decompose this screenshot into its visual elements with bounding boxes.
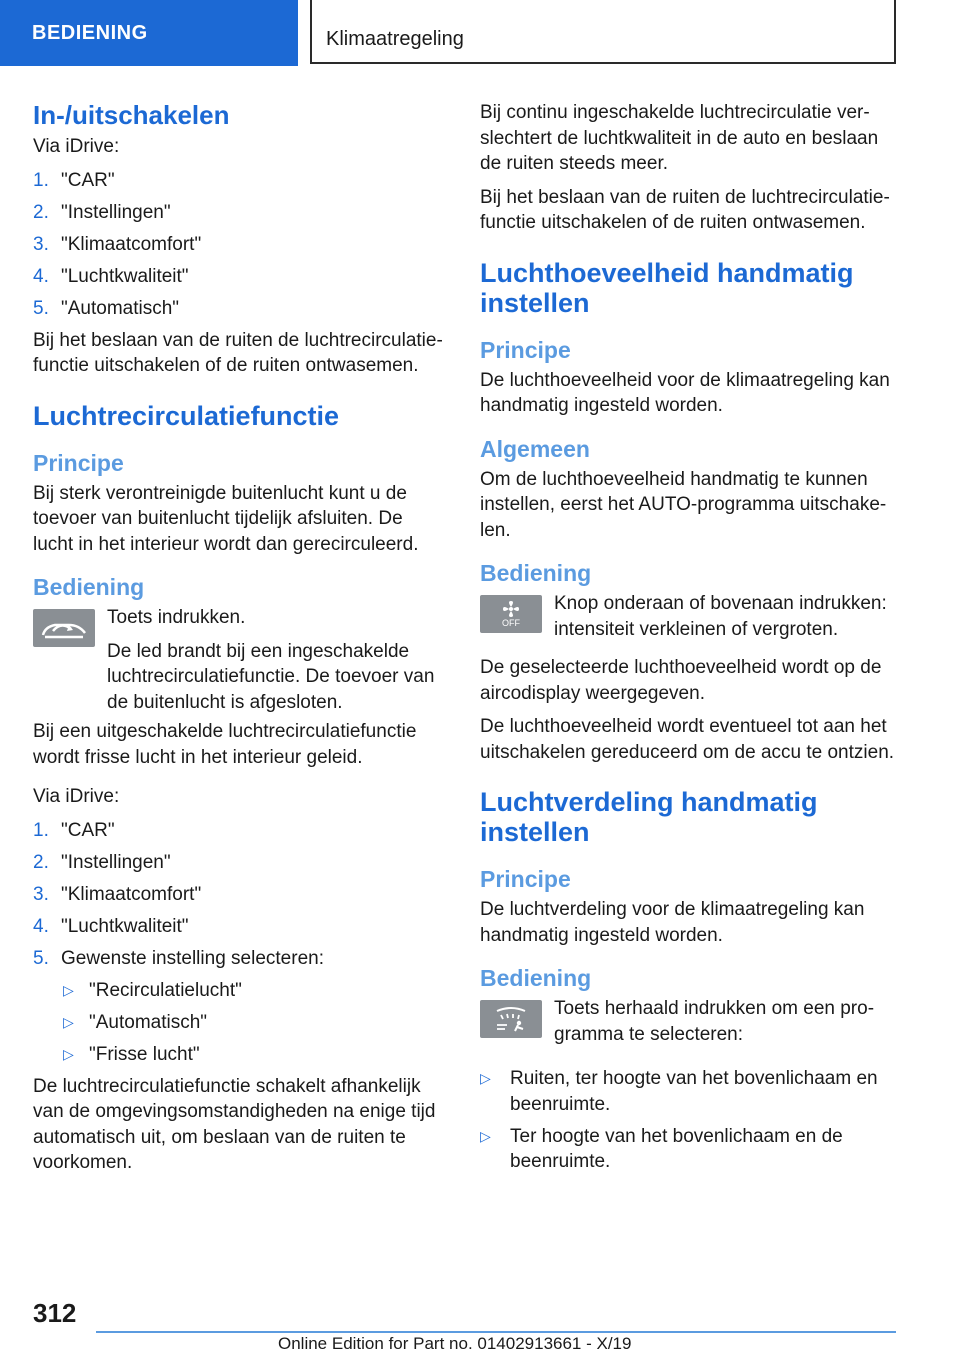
fan-off-label: OFF <box>502 618 520 628</box>
heading-luchthoeveelheid: Luchthoeveelheid handmatig instellen <box>480 257 854 318</box>
list-item: 3. "Klimaatcomfort" <box>33 233 202 255</box>
fan-button-row <box>480 591 900 647</box>
list-item: ▷ "Recirculatielucht" <box>33 978 443 1004</box>
paragraph-continu: Bij continu ingeschakelde luchtrecirculatie verslechtert de luchtkwaliteit in de auto en beslaan de ruiten steeds meer. <box>480 102 879 174</box>
via-idrive-label-2: Via iDrive: <box>33 786 120 807</box>
list-item: 2. "Instellingen" <box>33 201 171 223</box>
heading-algemeen: Algemeen <box>480 435 590 462</box>
list-item: 4. "Luchtkwaliteit" <box>33 265 189 287</box>
paragraph-beslaan-2: Bij het beslaan van de ruiten de luchtrecirculatiefunctie uitschakelen of de ruiten ontwasemen. <box>480 186 890 233</box>
list-item: ▷ "Automatisch" <box>33 1010 443 1036</box>
paragraph-uitgeschakeld: Bij een uitgeschakelde luchtrecirculatiefunctie wordt frisse lucht in het interieur geleid. <box>33 721 417 768</box>
paragraph-algemeen: Om de luchthoeveelheid handmatig te kunnen instellen, eerst het AUTO-programma uitschakelen. <box>480 468 887 541</box>
triangle-bullet-icon: ▷ <box>63 1045 74 1062</box>
list-item: 3. "Klimaatcomfort" <box>33 883 202 905</box>
heading-bediening: Bediening <box>33 574 145 600</box>
list-item: ▷ Ruiten, ter hoogte van het bovenlichaam en beenruimte. <box>480 1068 878 1115</box>
via-idrive-label: Via iDrive: <box>33 136 120 157</box>
paragraph-principe: Bij sterk verontreinigde buitenlucht kunt u de toevoer van buitenlucht tijdelijk afsluiten. De lucht in het interieur wordt dan gerecirculeerd. <box>33 482 419 555</box>
heading-bediening-2: Bediening <box>480 965 592 991</box>
heading-luchtverdeling: Luchtverdeling handmatig instellen <box>480 787 818 847</box>
section-tab: BEDIENING <box>0 0 298 66</box>
chapter-title: Klimaatregeling <box>310 0 896 64</box>
list-item: 1. "CAR" <box>33 819 115 841</box>
heading-principe-2: Principe <box>480 866 571 892</box>
list-item: 1. "CAR" <box>33 169 115 191</box>
left-column <box>33 100 443 1184</box>
paragraph-principe: De luchthoeveelheid voor de klimaatregeling kan handmatig ingesteld worden. <box>480 369 890 416</box>
list-item: 5. "Automatisch" <box>33 297 180 319</box>
paragraph-principe-2: De luchtverdeling voor de klimaatregeling kan handmatig ingesteld worden. <box>480 899 865 946</box>
paragraph-beslaan: Bij het beslaan van de ruiten de luchtrecirculatiefunctie uitschakelen of de ruiten ontwasemen. <box>33 329 443 376</box>
edition-text: Online Edition for Part no. 01402913661 - X/19 <box>278 1334 632 1353</box>
triangle-bullet-icon: ▷ <box>63 1013 74 1030</box>
page-number: 312 <box>33 1298 77 1328</box>
icon-text-knop: Knop onderaan of bovenaan indrukken: intensiteit verkleinen of vergroten. <box>554 593 887 640</box>
recirculation-button-icon <box>33 609 95 647</box>
list-item: 5. Gewenste instelling selecteren: <box>33 947 324 969</box>
list-item: ▷ "Frisse lucht" <box>33 1042 443 1068</box>
idrive-steps-2 <box>33 818 443 972</box>
icon-text-toets: Toets indrukken. <box>107 607 246 628</box>
heading-luchtrecirculatiefunctie: Luchtrecirculatiefunctie <box>33 400 340 431</box>
recirculation-button-row <box>33 605 443 715</box>
air-distribution-button-row <box>480 996 900 1052</box>
air-distribution-button-icon <box>480 1000 542 1038</box>
setting-options <box>33 978 443 1068</box>
fan-button-icon <box>480 595 542 633</box>
triangle-bullet-icon: ▷ <box>63 981 74 998</box>
paragraph-geselecteerde: De geselecteerde luchthoeveelheid wordt op de aircodisplay weergegeven. <box>480 657 882 704</box>
heading-principe: Principe <box>480 336 571 363</box>
program-options <box>480 1066 900 1175</box>
triangle-bullet-icon: ▷ <box>480 1127 491 1144</box>
triangle-bullet-icon: ▷ <box>480 1070 491 1086</box>
heading-bediening: Bediening <box>480 560 592 586</box>
footer-divider <box>96 1331 896 1333</box>
page-header <box>0 0 960 66</box>
paragraph-eventueel: De luchthoeveelheid wordt eventueel tot aan het uitschakelen gereduceerd om de accu te ontzien. <box>480 716 895 763</box>
heading-in-uitschakelen: In-/uitschakelen <box>33 100 230 130</box>
list-item: 2. "Instellingen" <box>33 851 171 873</box>
idrive-steps-1 <box>33 168 443 322</box>
right-column <box>480 100 900 1181</box>
icon-text-led: De led brandt bij een ingeschakelde luchtrecirculatiefunctie. De toevoer van de buitenlucht is afgesloten. <box>107 640 435 713</box>
list-item: ▷ Ter hoogte van het bovenlichaam en de beenruimte. <box>480 1125 843 1172</box>
heading-principe: Principe <box>33 449 124 476</box>
icon-text-herhaald: Toets herhaald indrukken om een programma te selecteren: <box>554 998 875 1045</box>
list-item: 4. "Luchtkwaliteit" <box>33 915 189 937</box>
paragraph-afhankelijk: De luchtrecirculatiefunctie schakelt afhankelijk van de omgevingsomstandigheden na enige tijd automatisch uit, om beslaan van de ruiten te voorkomen. <box>33 1075 436 1173</box>
